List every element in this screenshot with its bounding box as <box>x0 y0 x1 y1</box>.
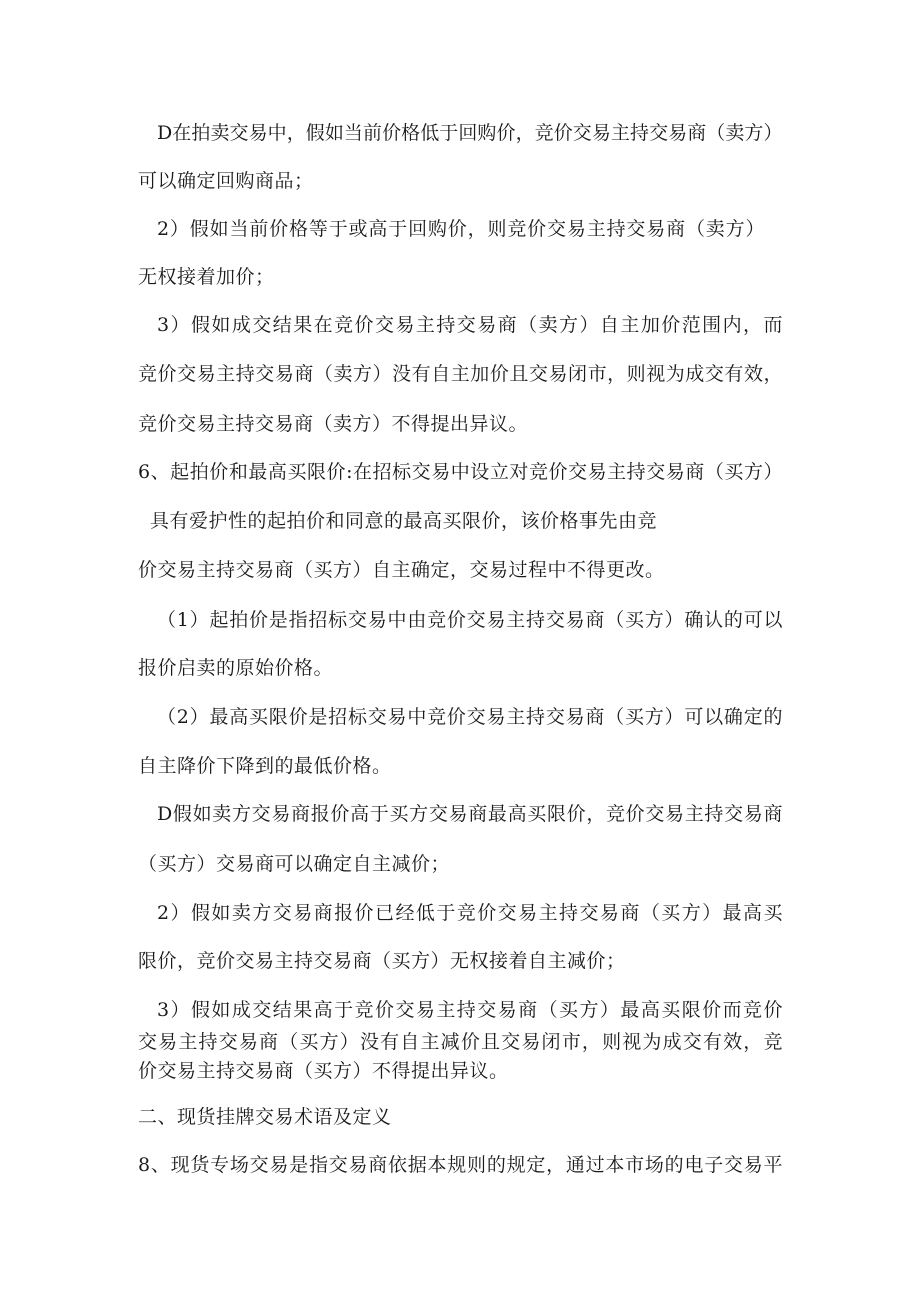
text-line-7: 竞价交易主持交易商（卖方）不得提出异议。 <box>138 413 529 435</box>
text-line-6: 竞价交易主持交易商（卖方）没有自主加价且交易闭市，则视为成交有效， <box>138 363 784 385</box>
text-line-12: 报价启卖的原始价格。 <box>138 657 334 679</box>
text-line-4: 无权接着加价； <box>138 266 275 288</box>
text-line-1: D在拍卖交易中，假如当前价格低于回购价，竞价交易主持交易商（卖方） <box>157 122 783 144</box>
text-line-14: 自主降价下降到的最低价格。 <box>138 755 392 777</box>
text-line-11: （1）起拍价是指招标交易中由竞价交易主持交易商（买方）确认的可以 <box>157 609 784 631</box>
text-line-22: 二、现货挂牌交易术语及定义 <box>138 1106 392 1128</box>
text-line-23: 8、现货专场交易是指交易商依据本规则的规定，通过本市场的电子交易平 <box>138 1154 784 1176</box>
text-line-8: 6、起拍价和最高买限价:在招标交易中设立对竞价交易主持交易商（买方） <box>138 461 784 483</box>
text-line-20: 交易主持交易商（买方）没有自主减价且交易闭市，则视为成交有效，竞 <box>138 1031 784 1053</box>
text-line-15: D假如卖方交易商报价高于买方交易商最高买限价，竞价交易主持交易商 <box>157 803 784 825</box>
text-line-10: 价交易主持交易商（买方）自主确定，交易过程中不得更改。 <box>138 559 665 581</box>
text-line-5: 3）假如成交结果在竞价交易主持交易商（卖方）自主加价范围内，而 <box>157 314 784 336</box>
text-line-16: （买方）交易商可以确定自主减价； <box>138 853 451 875</box>
text-line-2: 可以确定回购商品； <box>138 170 314 192</box>
text-line-9: 具有爱护性的起拍价和同意的最高买限价，该价格事先由竞 <box>150 510 658 532</box>
text-line-17: 2）假如卖方交易商报价已经低于竞价交易主持交易商（买方）最高买 <box>157 902 784 924</box>
text-line-19: 3）假如成交结果高于竞价交易主持交易商（买方）最高买限价而竞价 <box>157 999 784 1021</box>
text-line-3: 2）假如当前价格等于或高于回购价，则竞价交易主持交易商（卖方） <box>157 218 766 240</box>
text-line-21: 价交易主持交易商（买方）不得提出异议。 <box>138 1060 509 1082</box>
text-line-18: 限价，竞价交易主持交易商（买方）无权接着自主减价； <box>138 950 626 972</box>
text-line-13: （2）最高买限价是招标交易中竞价交易主持交易商（买方）可以确定的 <box>157 706 784 728</box>
